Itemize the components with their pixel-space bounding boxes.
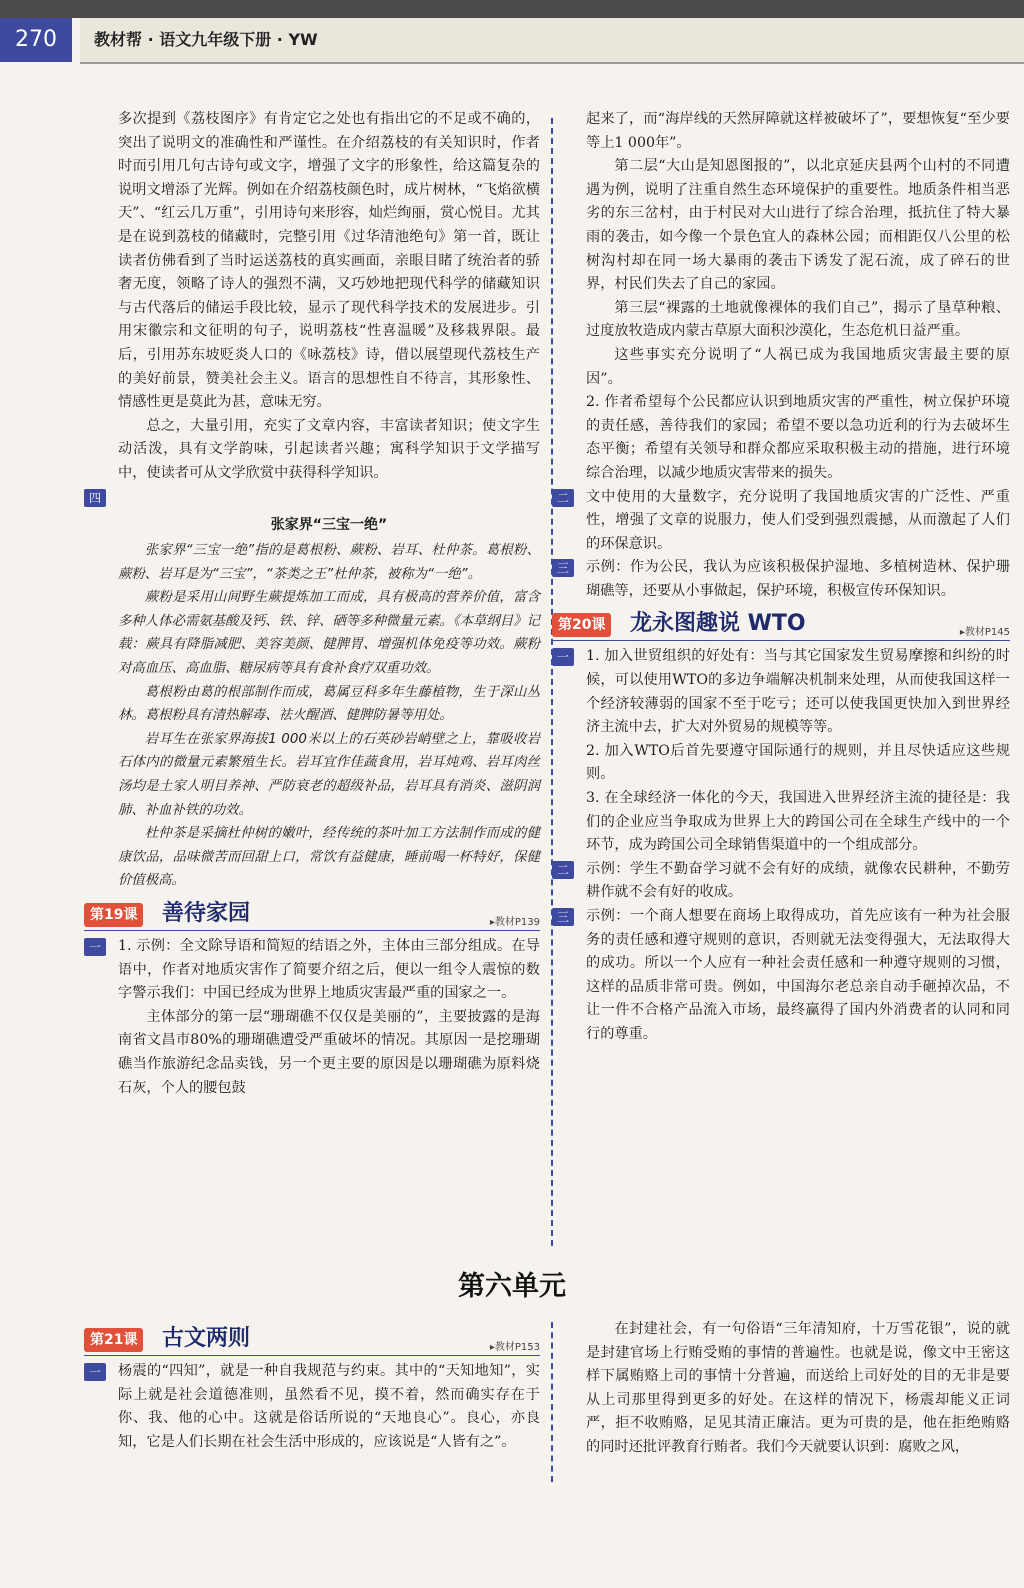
- paragraph: 1. 示例：全文除导语和简短的结语之外，主体由三部分组成。在导语中，作者对地质灾害作了简要介绍之后，便以一组令人震惊的数字警示我们：中国已经成为世界上地质灾害最严重的国家之一。: [118, 938, 540, 1002]
- paragraph: 蕨粉是采用山间野生蕨提炼加工而成，具有极高的营养价值，富含多种人体必需氨基酸及钙、铁、锌、硒等多种微量元素。《本草纲目》记载：蕨具有降脂减肥、美容美颜、健脾胃、增强机体免疫等功效。蕨粉对高血压、高血脂、糖尿病等具有食补食疗双重功效。: [118, 590, 540, 677]
- column-divider: [551, 118, 553, 1246]
- header-stripe: [0, 0, 1024, 18]
- unit-title: 第六单元: [458, 1271, 566, 1302]
- lesson-title: 善待家园: [162, 901, 251, 926]
- column-divider-bottom: [551, 1322, 553, 1482]
- left-column: [88, 108, 540, 1100]
- answer-item: [556, 905, 1010, 1047]
- paragraph: 示例：学生不勤奋学习就不会有好的成绩，就像农民耕种，不勤劳耕作就不会有好的收成。: [586, 860, 1010, 901]
- right-column: [556, 108, 1010, 1047]
- lesson-rule: [84, 930, 540, 931]
- lesson-tag: 第19课: [84, 903, 143, 927]
- bottom-left-column: [88, 1318, 540, 1454]
- section-marker-1: 一: [84, 1363, 106, 1381]
- lesson-tag: 第21课: [84, 1328, 143, 1352]
- paragraph: 2. 加入WTO后首先要遵守国际通行的规则，并且尽快适应这些规则。: [586, 742, 1010, 783]
- paragraph: 葛根粉由葛的根部制作而成，葛属豆科多年生藤植物，生于深山丛林。葛根粉具有清热解毒、祛火醒酒、健脾防暑等用处。: [118, 684, 540, 724]
- paragraph: 岩耳生在张家界海拔1 000米以上的石英砂岩峭壁之上，靠吸收岩石体内的微量元素繁殖生长。岩耳宜作佳蔬食用，岩耳炖鸡、岩耳肉丝汤均是土家人明目养神、严防衰老的超级补品，岩耳具有消炎、滋阴润肺、补血补铁的功效。: [118, 731, 540, 818]
- paragraph: 3. 在全球经济一体化的今天，我国进入世界经济主流的捷径是：我们的企业应当争取成为世界上大的跨国公司在全球生产线中的一个环节，成为跨国公司全球销售渠道中的一个组成部分。: [586, 790, 1010, 854]
- paragraph: 示例：作为公民，我认为应该积极保护湿地、多植树造林、保护珊瑚礁等，还要从小事做起，保护环境，积极宣传环保知识。: [586, 559, 1010, 599]
- answer-item: [556, 486, 1010, 557]
- paragraph: 文中使用的大量数字，充分说明了我国地质灾害的广泛性、严重性，增强了文章的说服力，使人们受到强烈震撼，从而激起了人们的环保意识。: [586, 488, 1010, 552]
- book-title: 教材帮 · 语文九年级下册 · YW: [80, 18, 1024, 64]
- paragraph: 在封建社会，有一句俗语“三年清知府，十万雪花银”，说的就是封建官场上行贿受贿的事情的普遍性。也就是说，像文中王密这样下属贿赂上司的事情十分普遍，而送给上司好处的目的无非是要从上司那里得到更多的好处。在这样的情况下，杨震却能义正词严，拒不收贿赂，足见其清正廉洁。更为可贵的是，他在拒绝贿赂的同时还批评教育行贿者。我们今天就要认识到：腐败之风，: [586, 1321, 1010, 1455]
- page-header: [0, 0, 1024, 68]
- paragraph: 2. 作者希望每个公民都应认识到地质灾害的严重性，树立保护环境的责任感，善待我们的家园；希望不要以急功近利的行为去破坏生态平衡；希望有关领导和群众都应采取积极主动的措施，进行环境综合治理，以减少地质灾害带来的损失。: [586, 394, 1010, 481]
- lesson-tag: 第20课: [552, 613, 611, 637]
- answer-item: [88, 935, 540, 1006]
- page-number: 270: [0, 18, 72, 62]
- section-marker-1: 一: [84, 938, 106, 956]
- paragraph: 示例：一个商人想要在商场上取得成功，首先应该有一种为社会服务的责任感和遵守规则的意识，否则就无法变得强大，无法取得大的成功。所以一个人应有一种社会责任感和一种遵守规则的习惯，这样的品质非常可贵。例如，中国海尔老总亲自动手砸掉次品，不让一件不合格产品流入市场，最终赢得了国内外消费者的认同和同行的尊重。: [586, 908, 1010, 1042]
- section-marker-2: 二: [552, 861, 574, 879]
- section-marker-3: 三: [552, 559, 574, 577]
- lesson-title: 龙永图趣说 WTO: [630, 611, 806, 637]
- paragraph: 主体部分的第一层“珊瑚礁不仅仅是美丽的”，主要披露的是海南省文昌市80%的珊瑚礁遭受严重破坏的情况。其原因一是挖珊瑚礁当作旅游纪念品卖钱，另一个更主要的原因是以珊瑚礁为原料烧石灰，个人的腰包鼓: [118, 1008, 540, 1096]
- paragraph: 多次提到《荔枝图序》有肯定它之处也有指出它的不足或不确的，突出了说明文的准确性和严谨性。在介绍荔枝的有关知识时，作者时而引用几句古诗句或文字，增强了文字的形象性，给这篇复杂的说明文增添了光辉。例如在介绍荔枝颜色时，成片树林，“飞焰欲横天”、“红云几万重”，引用诗句来形容，灿烂绚丽，赏心悦目。尤其是在说到荔枝的储藏时，完整引用《过华清池绝句》第一首，既让读者仿佛看到了当时运送荔枝的真实画面，亲眼目睹了统治者的骄奢无度，领略了诗人的强烈不满，又巧妙地把现代科学的储藏知识与古代落后的储运手段比较，显示了现代科学技术的发展进步。引用宋徽宗和文征明的句子，说明荔枝“性喜温暖”及移栽界限。最后，引用苏东坡贬炎人口的《咏荔枝》诗，借以展望现代荔枝生产的美好前景，赞美社会主义。语言的思想性自不待言，其形象性、情感性更是莫此为甚，意味无穷。: [118, 111, 540, 411]
- reading-title: 张家界“三宝一绝”: [270, 516, 388, 533]
- lesson-20-header: [558, 609, 1010, 641]
- bottom-right-column: [586, 1318, 1010, 1460]
- lesson-rule: [552, 640, 1010, 641]
- section-marker-1: 一: [552, 648, 574, 666]
- answer-item: [556, 556, 1010, 603]
- section-marker-4: 四: [84, 489, 106, 507]
- paragraph: 杨震的“四知”，就是一种自我规范与约束。其中的“天知地知”，实际上就是社会道德准则，虽然看不见，摸不着，然而确实存在于你、我、他的心中。这就是俗话所说的“天地良心”。良心，亦良知，它是人们长期在社会生活中形成的，应该说是“人皆有之”。: [118, 1363, 540, 1450]
- paragraph: 杜仲茶是采摘杜仲树的嫩叶，经传统的茶叶加工方法制作而成的健康饮品，品味微苦而回甜上口，常饮有益健康，睡前喝一杯特好，保健价值极高。: [118, 826, 540, 889]
- answer-item: [88, 1360, 540, 1454]
- section-marker-3: 三: [552, 908, 574, 926]
- paragraph: 总之，大量引用，充实了文章内容，丰富读者知识；使文字生动活泼，具有文学韵味，引起读者兴趣；寓科学知识于文学描写中，使读者可从文学欣赏中获得科学知识。: [118, 417, 540, 481]
- lesson-21-header: [90, 1324, 540, 1356]
- lesson-19-header: [90, 899, 540, 931]
- textbook-reference: ▸教材P145: [959, 627, 1010, 639]
- paragraph: 第二层“大山是知恩图报的”，以北京延庆县两个山村的不同遭遇为例，说明了注重自然生态环境保护的重要性。地质条件相当恶劣的东三岔村，由于村民对大山进行了综合治理，抵抗住了特大暴雨的袭击，如今像一个景色宜人的森林公园；而相距仅八公里的松树沟村却在同一场大暴雨的袭击下诱发了泥石流，成了碎石的世界，村民们失去了自己的家园。: [586, 158, 1010, 293]
- section-marker-row: [88, 486, 540, 510]
- paragraph: 1. 加入世贸组织的好处有：当与其它国家发生贸易摩擦和纠纷的时候，可以使用WTO的多边争端解决机制来处理，从而使我国这样一个经济较薄弱的国家不至于吃亏；还可以使我国更快加入到世界经济主流中去，扩大对外贸易的规模等等。: [586, 648, 1010, 736]
- paragraph: 这些事实充分说明了“人祸已成为我国地质灾害最主要的原因”。: [586, 346, 1010, 387]
- paragraph: 第三层“裸露的土地就像裸体的我们自己”，揭示了垦草种粮、过度放牧造成内蒙古草原大面积沙漠化，生态危机日益严重。: [586, 299, 1010, 340]
- paragraph: 张家界“三宝一绝”指的是葛根粉、蕨粉、岩耳、杜仲茶。葛根粉、蕨粉、岩耳是为“三宝”，“茶类之王”杜仲茶，被称为“一绝”。: [118, 543, 540, 582]
- textbook-reference: ▸教材P139: [489, 917, 540, 928]
- paragraph: 起来了，而“海岸线的天然屏障就这样被破坏了”，要想恢复“至少要等上1 000年”。: [586, 111, 1010, 151]
- textbook-reference: ▸教材P153: [489, 1342, 540, 1353]
- section-marker-2: 二: [552, 489, 574, 507]
- lesson-rule: [84, 1355, 540, 1356]
- answer-item: [556, 645, 1010, 739]
- lesson-title: 古文两则: [162, 1326, 251, 1351]
- answer-item: [556, 858, 1010, 905]
